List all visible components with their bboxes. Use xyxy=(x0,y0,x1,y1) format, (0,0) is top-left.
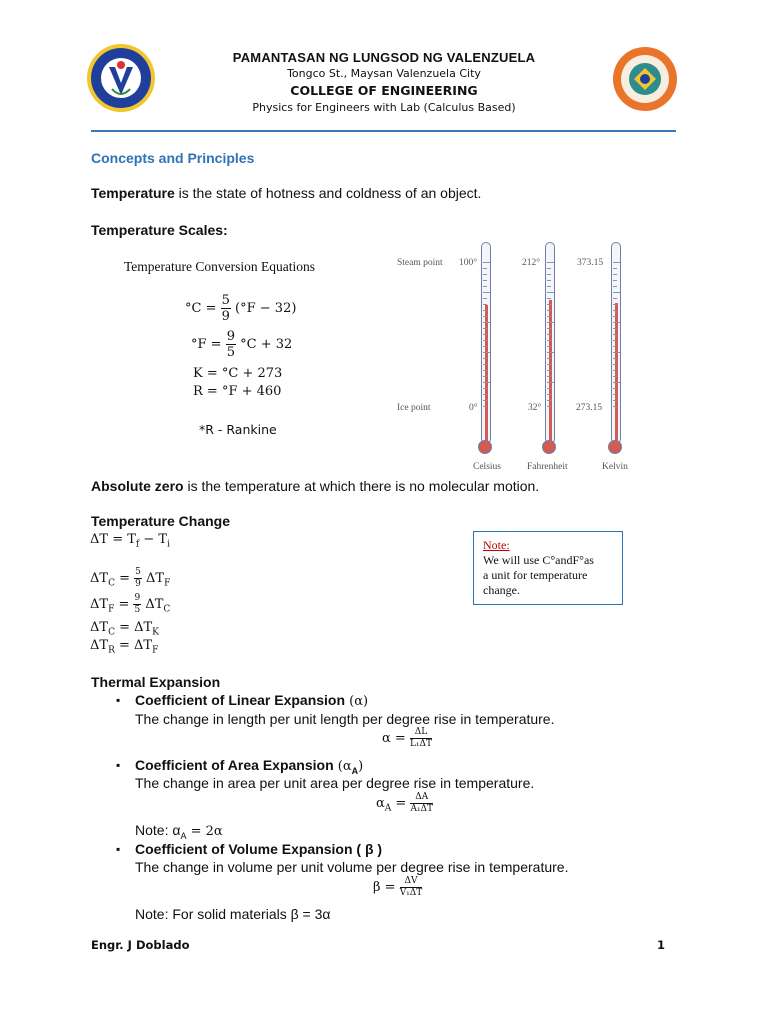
volume-expansion-note: Note: For solid materials β = 3α xyxy=(135,906,331,922)
eq-delta-tc-den: 9 xyxy=(135,579,141,589)
eq-delta-tc-sub: C xyxy=(108,578,115,589)
bullet-icon: ▪ xyxy=(116,758,121,772)
bullet-icon: ▪ xyxy=(116,693,121,707)
temperature-definition xyxy=(91,185,481,201)
thermometer-tick xyxy=(483,304,487,305)
eq-delta-tc-rhs: ΔT xyxy=(146,571,165,586)
kelvin-top-value: 373.15 xyxy=(577,258,604,268)
thermometer-tick xyxy=(613,376,617,377)
area-expansion-description: The change in area per unit area per degree rise in temperature. xyxy=(135,775,535,791)
eq-delta-tc-tk-rhs-sub: K xyxy=(152,627,159,638)
thermometer-tick xyxy=(613,262,620,263)
thermometer-tick xyxy=(613,340,617,341)
volume-symbol: ( β ) xyxy=(352,841,383,857)
thermometer-tick xyxy=(483,340,487,341)
university-address: Tongco St., Maysan Valenzuela City xyxy=(287,67,481,80)
note-label: Note: xyxy=(483,538,510,552)
thermometer-tick xyxy=(483,388,487,389)
bullet-icon: ▪ xyxy=(116,842,121,856)
eq-delta-tr-tf-rhs-sub: F xyxy=(152,645,159,656)
eq-linear-den: L₁ΔT xyxy=(409,739,433,749)
thermometer-tick xyxy=(613,400,617,401)
thermometer-tick xyxy=(613,304,617,305)
area-symbol-sub: A xyxy=(351,765,359,776)
eq-delta-tc-tk xyxy=(90,620,159,638)
thermometer-tick xyxy=(547,310,551,311)
thermometer-tick xyxy=(483,280,487,281)
thermometer-tick xyxy=(547,364,551,365)
thermometer-tick xyxy=(613,292,620,293)
thermometer-tick xyxy=(547,370,551,371)
eq-area-den: A₁ΔT xyxy=(410,804,434,814)
thermometer-tick xyxy=(547,346,551,347)
eq-area-equals: = xyxy=(391,796,407,811)
absolute-zero-text: is the temperature at which there is no molecular motion. xyxy=(183,478,540,494)
thermometer-tick xyxy=(613,370,617,371)
thermometer-tick xyxy=(613,316,617,317)
thermometer-tick xyxy=(547,262,554,263)
thermometer-tick xyxy=(547,316,551,317)
thermometer-tick xyxy=(483,346,487,347)
thermometer-tick xyxy=(547,298,551,299)
thermometer-tick xyxy=(483,292,490,293)
thermometer-tick xyxy=(483,400,487,401)
college-name: COLLEGE OF ENGINEERING xyxy=(290,83,478,98)
thermometer-tick xyxy=(613,298,617,299)
eq-linear-expansion xyxy=(382,728,432,749)
linear-symbol: (α) xyxy=(345,694,369,709)
note-line-2: a unit for temperature xyxy=(483,568,588,582)
linear-expansion-description: The change in length per unit length per degree rise in temperature. xyxy=(135,711,555,727)
celsius-bulb xyxy=(478,440,492,454)
eq-delta-tr-tf-rhs: = ΔT xyxy=(114,638,153,653)
thermometer-tick xyxy=(483,310,487,311)
thermometer-tick xyxy=(483,322,490,323)
thermometer-tick xyxy=(483,382,490,383)
celsius-mercury xyxy=(485,305,488,445)
thermometer-tick xyxy=(483,262,490,263)
thermometer-tick xyxy=(613,268,617,269)
ice-point-label: Ice point xyxy=(397,403,431,413)
area-expansion-title xyxy=(135,757,363,776)
thermometer-tick xyxy=(547,358,551,359)
thermometer-tick xyxy=(613,406,617,407)
header-divider xyxy=(91,130,676,132)
footer-author: Engr. J Doblado xyxy=(91,938,190,952)
area-title-text: Coefficient of Area Expansion xyxy=(135,757,334,773)
thermometer-tick xyxy=(483,370,487,371)
eq-celsius xyxy=(185,294,296,323)
linear-title-text: Coefficient of Linear Expansion xyxy=(135,692,346,708)
eq-fahrenheit-rhs: °C + 32 xyxy=(240,337,293,352)
absolute-zero-term: Absolute zero xyxy=(91,478,184,494)
eq-delta-t-sub-f: f xyxy=(135,539,140,550)
volume-expansion-title xyxy=(135,841,382,857)
section-title: Concepts and Principles xyxy=(91,150,255,166)
eq-fahrenheit-fraction xyxy=(226,330,236,359)
eq-delta-tr-tf-lhs: ΔT xyxy=(90,638,109,653)
eq-delta-tf-fraction xyxy=(133,594,141,615)
thermometer-tick xyxy=(547,274,551,275)
thermometer-tick xyxy=(547,388,551,389)
thermometer-tick xyxy=(483,274,487,275)
eq-delta-tf-lhs: ΔT xyxy=(90,597,109,612)
thermometer-tick xyxy=(547,394,551,395)
thermometer-tick xyxy=(483,352,490,353)
course-title: Physics for Engineers with Lab (Calculus Based) xyxy=(252,101,516,114)
temperature-scales-heading: Temperature Scales: xyxy=(91,222,228,238)
kelvin-mercury xyxy=(615,303,618,445)
eq-delta-tc-rhs-sub: F xyxy=(164,578,171,589)
fahrenheit-bulb xyxy=(542,440,556,454)
area-symbol: (α xyxy=(333,759,352,774)
thermometer-tick xyxy=(547,268,551,269)
thermometer-tick xyxy=(547,352,554,353)
temperature-change-heading: Temperature Change xyxy=(91,513,230,529)
eq-volume-den: V₁ΔT xyxy=(399,888,423,898)
kelvin-bulb xyxy=(608,440,622,454)
thermometer-tick xyxy=(483,298,487,299)
thermometer-tick xyxy=(613,322,620,323)
eq-delta-t-mid: − T xyxy=(139,532,168,547)
eq-delta-tr-tf-sub: R xyxy=(108,645,115,656)
eq-delta-tc-tk-sub: C xyxy=(108,627,115,638)
eq-delta-tf-sub: F xyxy=(108,604,115,615)
eq-fahrenheit-lhs: °F = xyxy=(191,337,222,352)
eq-delta-t-sub-i: i xyxy=(167,539,170,550)
fahrenheit-bottom-value: 32° xyxy=(528,403,542,413)
eq-celsius-fraction xyxy=(221,294,231,323)
eq-delta-tr-tf xyxy=(90,638,158,656)
eq-delta-t xyxy=(90,532,170,550)
kelvin-bottom-value: 273.15 xyxy=(576,403,603,413)
note-box xyxy=(473,531,623,605)
thermometer-tick xyxy=(613,286,617,287)
eq-delta-tf-num: 9 xyxy=(134,593,141,603)
thermometer-tick xyxy=(483,394,487,395)
eq-linear-lhs: α = xyxy=(382,731,406,746)
temperature-term: Temperature xyxy=(91,185,175,201)
eq-celsius-num: 5 xyxy=(221,293,230,308)
area-note-sub: A xyxy=(180,830,187,841)
thermometer-tick xyxy=(483,334,487,335)
thermometer-tick xyxy=(547,334,551,335)
eq-delta-tf-rhs-sub: C xyxy=(163,604,171,615)
eq-kelvin: K = °C + 273 xyxy=(193,366,283,381)
thermometer-tick xyxy=(613,274,617,275)
area-note-rhs: = 2α xyxy=(186,824,223,839)
absolute-zero-definition xyxy=(91,478,539,494)
thermometer-tick xyxy=(613,388,617,389)
area-expansion-note xyxy=(135,822,223,841)
eq-celsius-lhs: °C = xyxy=(185,301,217,316)
eq-volume-fraction xyxy=(400,877,423,898)
eq-rankine: R = °F + 460 xyxy=(193,384,282,399)
thermometer-tick xyxy=(483,316,487,317)
thermometer-tick xyxy=(547,328,551,329)
note-line-3: change. xyxy=(483,583,520,597)
eq-area-num: ΔA xyxy=(410,793,433,804)
volume-expansion-description: The change in volume per unit volume per degree rise in temperature. xyxy=(135,859,569,875)
thermometer-tick xyxy=(547,304,551,305)
eq-area-lhs-sub: A xyxy=(384,803,392,814)
eq-volume-num: ΔV xyxy=(400,877,423,888)
note-line-1: We will use C°andF°as xyxy=(483,553,594,567)
linear-expansion-title xyxy=(135,692,368,709)
thermometer-tick xyxy=(613,358,617,359)
thermometer-tick xyxy=(483,364,487,365)
thermometer-tick xyxy=(483,376,487,377)
eq-area-expansion xyxy=(376,793,433,814)
eq-celsius-rhs: (°F − 32) xyxy=(235,301,297,316)
area-note-text: Note: α xyxy=(135,822,181,838)
thermometer-tick xyxy=(483,268,487,269)
thermometer-tick xyxy=(613,352,620,353)
eq-celsius-den: 9 xyxy=(221,309,230,324)
celsius-label: Celsius xyxy=(473,462,501,472)
area-symbol-end: ) xyxy=(358,759,364,774)
thermometer-tick xyxy=(547,400,551,401)
thermometer-tick xyxy=(483,286,487,287)
eq-delta-tc-tk-lhs: ΔT xyxy=(90,620,109,635)
temperature-definition-text: is the state of hotness and coldness of an object. xyxy=(174,185,482,201)
thermal-expansion-heading: Thermal Expansion xyxy=(91,674,221,690)
eq-delta-tc-num: 5 xyxy=(135,567,141,577)
thermometer-tick xyxy=(483,328,487,329)
thermometer-tick xyxy=(547,340,551,341)
thermometer-tick xyxy=(613,394,617,395)
fahrenheit-top-value: 212° xyxy=(522,258,541,268)
eq-fahrenheit-num: 9 xyxy=(226,329,235,344)
eq-delta-tc-tk-rhs: = ΔT xyxy=(114,620,153,635)
eq-linear-num: ΔL xyxy=(410,728,432,739)
thermometer-tick xyxy=(547,376,551,377)
conversion-title: Temperature Conversion Equations xyxy=(124,259,316,274)
thermometer-tick xyxy=(613,328,617,329)
thermometer-tick xyxy=(613,310,617,311)
eq-volume-lhs: β = xyxy=(373,880,396,895)
thermometer-tick xyxy=(547,406,551,407)
eq-delta-t-lhs: ΔT = T xyxy=(90,532,136,547)
steam-point-label: Steam point xyxy=(397,258,443,268)
rankine-note: *R - Rankine xyxy=(199,422,277,437)
eq-fahrenheit xyxy=(191,330,292,359)
volume-title-text: Coefficient of Volume Expansion xyxy=(135,841,353,857)
eq-delta-tf: $\Delta T_F$ = $\frac{9}{5}$ $\Delta T_C$ xyxy=(90,593,171,615)
thermometer-tick xyxy=(613,334,617,335)
eq-delta-tc-fraction xyxy=(134,568,142,589)
university-name: PAMANTASAN NG LUNGSOD NG VALENZUELA xyxy=(232,50,536,65)
thermometer-tick xyxy=(613,364,617,365)
thermometer-tick xyxy=(547,292,554,293)
eq-area-fraction xyxy=(410,793,433,814)
thermometer-tick xyxy=(483,358,487,359)
celsius-bottom-value: 0° xyxy=(469,403,478,413)
thermometer-tick xyxy=(547,280,551,281)
eq-delta-tf-rhs: ΔT xyxy=(145,597,164,612)
eq-area-lhs: α xyxy=(376,796,385,811)
eq-delta-tf-den: 5 xyxy=(134,605,141,615)
fahrenheit-label: Fahrenheit xyxy=(527,462,568,472)
thermometer-tick xyxy=(547,322,554,323)
eq-fahrenheit-den: 5 xyxy=(226,345,235,360)
thermometer-tick xyxy=(483,406,487,407)
celsius-top-value: 100° xyxy=(459,258,478,268)
thermometer-tick xyxy=(547,382,554,383)
thermometer-tick xyxy=(613,280,617,281)
thermometer-tick xyxy=(613,346,617,347)
thermometer-tick xyxy=(613,382,620,383)
thermometer-tick xyxy=(547,286,551,287)
kelvin-label: Kelvin xyxy=(602,462,628,472)
eq-linear-fraction xyxy=(410,728,432,749)
eq-delta-tc: $\Delta T_C$ = $\frac{5}{9}$ $\Delta T_F$ xyxy=(90,567,171,589)
footer-page-number: 1 xyxy=(657,938,666,952)
eq-volume-expansion xyxy=(373,877,422,898)
eq-delta-tc-lhs: ΔT xyxy=(90,571,109,586)
